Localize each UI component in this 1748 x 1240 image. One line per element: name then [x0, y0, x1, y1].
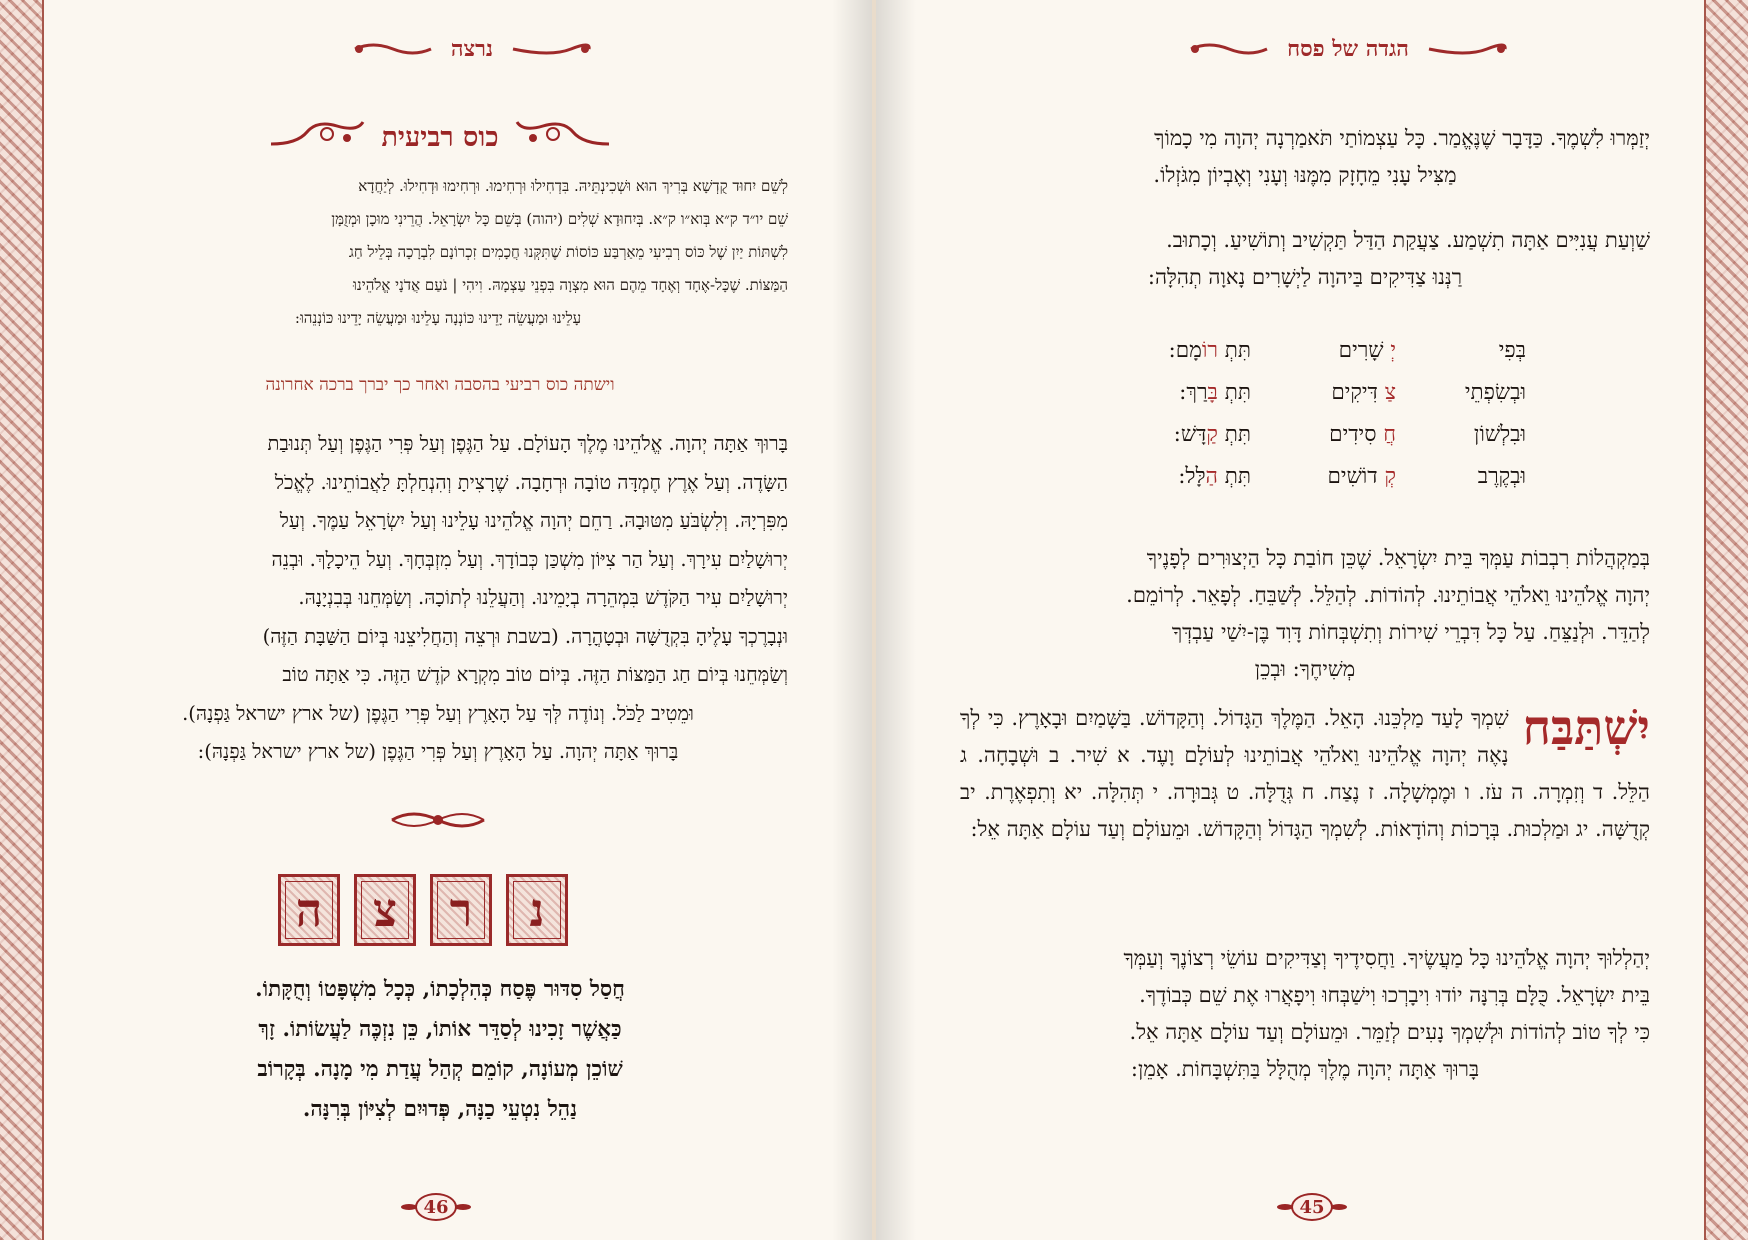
table-cell: וּבִלְשׁוֹן	[1473, 422, 1526, 447]
ornament-flourish-icon	[267, 118, 367, 157]
running-header-right	[1138, 36, 1558, 62]
ornament-swirl-icon	[353, 41, 433, 57]
acrostic-mark: רוֹ	[1201, 338, 1218, 363]
ornament-swirl-icon	[511, 41, 591, 57]
acrostic-mark: קְ	[1384, 464, 1396, 489]
blessing-line: יְרוּשָׁלַיִם עִירָךְ. וְעַל הַר צִיּוֹן מִשְׁכַּן כְּבוֹדָךְ. וְעַל מִזְבְּחָךְ. וְעַל הֵיכָלָךְ. וּבְנֵה	[271, 547, 788, 571]
nirtza-letter-box: צ	[354, 874, 416, 946]
paragraph-bemakhalot	[960, 540, 1650, 688]
blessing-line: וּמֵטִיב לַכֹּל. וְנוֹדֶה לְּךָ עַל הָאָרֶץ וְעַל פְּרִי הַגֶּפֶן (של ארץ ישראל גַּפְנָהּ).	[182, 701, 694, 725]
blessing-line: מִפִּרְיָהּ. וְלִשְׂבֹּעַ מִטּוּבָהּ. רַחֵם יְהוָה אֱלֹהֵינוּ עָלֵינוּ וְעַל יִשְׂרָאֵל עַמֶּךָ. וְעַל	[279, 509, 788, 532]
kavana-paragraph	[88, 170, 788, 335]
nirtza-letter-box: ר	[430, 874, 492, 946]
table-cell	[1131, 414, 1251, 456]
after-blessing-paragraph	[88, 425, 788, 772]
table-cell-text: תִּתְ	[1224, 380, 1251, 405]
acrostic-mark: חֲ	[1383, 422, 1396, 447]
text-line: רַנְּנוּ צַדִּיקִים בַּיהוָה לַיְשָׁרִים נָאוָה תְהִלָּה:	[1147, 265, 1463, 289]
text-line: יְזַמְּרוּ לִשְׁמֶךָ. כַּדָּבָר שֶׁנֶּאֱמַר. כָּל עַצְמוֹתַי תֹּאמַרְנָה יְהוָה מִי כָמוֹךָ	[1154, 126, 1650, 150]
table-cell-text: תִּתְ	[1224, 464, 1251, 489]
table-cell-text: דִּיקִים	[1331, 380, 1378, 405]
right-page-border	[1704, 0, 1748, 1240]
text-line: מַצִּיל עָנִי מֵחָזָק מִמֶּנּוּ וְעָנִי וְאֶבְיוֹן מִגֹּזְלוֹ.	[1153, 163, 1457, 187]
yishtabach-initial-word: יִשְׁתַּבַּח	[1522, 700, 1650, 756]
table-cell-text: לָּל:	[1178, 464, 1206, 489]
table-cell-text: תִּתְ	[1224, 422, 1251, 447]
running-header-left	[262, 36, 682, 62]
text-line: יְהַלְלוּךָ יְהוָה אֱלֹהֵינוּ כָּל מַעֲשֶׂיךָ. וַחֲסִידֶיךָ וְצַדִּיקִים עוֹשֵׂי רְצוֹנֶךָ וְעַמְּךָ	[1123, 946, 1650, 970]
table-cell: וּבְקֶרֶב	[1477, 464, 1526, 489]
table-cell-text: דוֹשִׁים	[1327, 464, 1378, 489]
table-cell: וּבְשִׂפְתֵי	[1464, 380, 1526, 405]
acrostic-mark: צַ	[1384, 380, 1396, 405]
acrostic-mark: הַ	[1205, 464, 1218, 489]
table-cell: בְּפִי	[1498, 338, 1526, 363]
running-header-text: הגדה של פסח	[1287, 36, 1409, 62]
table-cell-text: רַךְ:	[1179, 380, 1208, 405]
table-cell	[1251, 330, 1396, 372]
table-cell-text: סִידִים	[1329, 422, 1377, 447]
table-cell	[1131, 456, 1251, 498]
table-row	[1126, 456, 1526, 498]
table-cell	[1131, 372, 1251, 414]
running-header-text: נרצה	[450, 36, 494, 62]
yishtabach-text: שִׁמְךָ לָעַד מַלְכֵּנוּ. הָאֵל. הַמֶּלֶךְ הַגָּדוֹל. וְהַקָּדוֹשׁ. בַּשָּׁמַיִם וּבָאָרֶץ. כִּי לְךָ נָאֶה יְהוָה אֱלֹהֵינוּ וֵאלֹהֵי אֲבוֹתֵינוּ לְעוֹלָם וָעֶד. א שִׁיר. ב וּשְׁבָחָה. ג הַלֵּל. ד וְזִמְרָה. ה עֹז. ו וּמֶמְשָׁלָה. ז נֶצַח. ח גְּדֻלָּה. ט גְּבוּרָה. י תְּהִלָּה. יא וְתִפְאֶרֶת. יב קְדֻשָּׁה. יג וּמַלְכוּת. בְּרָכוֹת וְהוֹדָאוֹת. לְשִׁמְךָ הַגָּדוֹל וְהַקָּדוֹשׁ. וּמֵעוֹלָם וְעַד עוֹלָם אַתָּה אֵל:	[960, 706, 1650, 841]
kavana-line: לִשְׁתּוֹת יַיִן שֶׁל כּוֹס רְבִיעִי מֵאַרְבַּע כּוֹסוֹת שֶׁתִּקְּנוּ חֲכָמִים זִכְרוֹנָם לִבְרָכָה בְּלֵיל חַג	[348, 243, 788, 261]
acrostic-mark: קַ	[1206, 422, 1218, 447]
kavana-line: שֵׁם יו״ד ק״א בְּוא״ו ק״א. בְּיִחוּדָא שְׁלִים (יהוה) בְּשֵׁם כָּל יִשְׂרָאֵל. הֲרֵינִי מוּכָן וּמְזֻמָּן	[331, 210, 788, 228]
acrostic-mark: יְ	[1390, 338, 1396, 363]
blessing-line: וְשַׂמְּחֵנוּ בְּיוֹם חַג הַמַּצּוֹת הַזֶּה. בְּיוֹם טוֹב מִקְרָא קֹדֶשׁ הַזֶּה. כִּי אַתָּה טוֹב	[282, 663, 788, 686]
nirtza-line: חֲסַל סִדּוּר פֶּסַח כְּהִלְכָתוֹ, כְּכָל מִשְׁפָּטוֹ וְחֻקָּתוֹ.	[255, 977, 625, 1002]
blessing-line: בָּרוּךְ אַתָּה יְהוָה. עַל הָאָרֶץ וְעַל פְּרִי הַגֶּפֶן (של ארץ ישראל גַּפְנָהּ):	[197, 740, 679, 763]
acrostic-table	[1126, 330, 1526, 498]
text-line: שַׁוְעַת עֲנִיִּים אַתָּה תִשְׁמַע. צַעֲקַת הַדַּל תַּקְשִׁיב וְתוֹשִׁיעַ. וְכָתוּב.	[1166, 228, 1650, 252]
table-cell-text: דָּשׁ:	[1173, 422, 1207, 447]
page-number-text: 46	[423, 1196, 449, 1218]
text-line: מְשִׁיחֶךָ: וּבְכֵן	[1254, 657, 1356, 681]
table-cell	[1131, 330, 1251, 372]
left-page	[0, 0, 872, 1240]
nirtza-line: כַּאֲשֶׁר זָכִינוּ לְסַדֵּר אוֹתוֹ, כֵּן נִזְכֶּה לַעֲשׂוֹתוֹ. זָךְ	[258, 1017, 622, 1042]
ornament-swirl-icon	[1189, 41, 1269, 57]
blessing-line: וּנְבָרֶכְךָ עָלֶיהָ בִּקְדֻשָּׁה וּבְטָהֳרָה. (בשבת וּרְצֵה וְהַחֲלִיצֵנוּ בְּיוֹם הַשַּׁבָּת הַזֶּה)	[262, 624, 788, 648]
text-line: בְּמַקְהֲלוֹת רִבְבוֹת עַמְּךָ בֵּית יִשְׂרָאֵל. שֶׁכֵּן חוֹבַת כָּל הַיְצוּרִים לְפָנֶיךָ	[1146, 546, 1650, 570]
section-title: כוס רביעית	[381, 122, 499, 153]
blessing-line: בָּרוּךְ אַתָּה יְהוָה. אֱלֹהֵינוּ מֶלֶךְ הָעוֹלָם. עַל הַגֶּפֶן וְעַל פְּרִי הַגֶּפֶן וְעַל תְּנוּבַת	[267, 432, 788, 455]
kavana-line: לְשֵׁם יִחוּד קֻדְשָׁא בְּרִיךְ הוּא וּשְׁכִינְתֵּיהּ. בִּדְחִילוּ וּרְחִימוּ. וּרְחִימוּ וּדְחִילוּ. לְיַחֲדָא	[358, 177, 788, 195]
gutter-shadow	[876, 0, 916, 1240]
page-number-right	[1279, 1187, 1345, 1227]
page-number-text: 45	[1299, 1196, 1325, 1218]
text-line: יְהוָה אֱלֹהֵינוּ וֵאלֹהֵי אֲבוֹתֵינוּ. לְהוֹדוֹת. לְהַלֵּל. לְשַׁבֵּחַ. לְפָאֵר. לְרוֹמֵם.	[1126, 583, 1650, 607]
blessing-line: הַשָּׂדֶה. וְעַל אֶרֶץ חֶמְדָּה טוֹבָה וּרְחָבָה. שֶׁרָצִיתָ וְהִנְחַלְתָּ לַאֲבוֹתֵינוּ. לֶאֱכֹל	[274, 470, 788, 494]
table-row	[1126, 330, 1526, 372]
kavana-line: הַמַּצּוֹת. שֶׁכָּל-אֶחָד וְאֶחָד מֵהֶם הוּא מִצְוָה בִּפְנֵי עַצְמָהּ. וִיהִי | נֹעַם אֲדֹנָי אֱלֹהֵינוּ	[353, 276, 788, 294]
right-page	[876, 0, 1748, 1240]
left-page-border	[0, 0, 44, 1240]
text-line: לְהַדֵּר. וּלְנַצֵּחַ. עַל כָּל דִּבְרֵי שִׁירוֹת וְתִשְׁבְּחוֹת דָּוִד בֶּן-יִשַׁי עַבְדְּךָ	[1171, 620, 1650, 644]
page-number-left	[403, 1187, 469, 1227]
text-line: כִּי לְךָ טוֹב לְהוֹדוֹת וּלְשִׁמְךָ נָעִים לְזַמֵּר. וּמֵעוֹלָם וְעַד עוֹלָם אַתָּה אֵל.	[1129, 1020, 1650, 1044]
table-row	[1126, 414, 1526, 456]
divider-ornament-icon	[388, 806, 488, 838]
ornament-swirl-icon	[1427, 41, 1507, 57]
nirtza-letter-box: נ	[506, 874, 568, 946]
table-row	[1126, 372, 1526, 414]
nirtza-line: שׁוֹכֵן מְעוֹנָה, קוֹמֵם קְהַל עֲדַת מִי מָנָה. בְּקָרוֹב	[257, 1057, 623, 1082]
table-cell	[1251, 414, 1396, 456]
paragraph-yezamru	[960, 120, 1650, 194]
ornament-flourish-icon	[513, 118, 613, 157]
table-cell-text: תִּתְ	[1224, 338, 1251, 363]
instruction-text: וישתה כוס רביעי בהסבה ואחר כך יברך ברכה אחרונה	[265, 375, 615, 395]
nirtza-paragraph	[180, 970, 700, 1130]
blessing-line: יְרוּשָׁלַיִם עִיר הַקֹּדֶשׁ בִּמְהֵרָה בְיָמֵינוּ. וְהַעֲלֵנוּ לְתוֹכָהּ. וְשַׂמְּחֵנוּ בְּבִנְיָנָהּ.	[298, 586, 788, 609]
table-cell	[1251, 456, 1396, 498]
acrostic-mark: בָּ	[1207, 380, 1218, 405]
nirtza-line: נַהֵל נִטְעֵי כַנָּה, פְּדוּיִם לְצִיּוֹן בְּרִנָּה.	[302, 1097, 578, 1122]
paragraph-yehalelucha	[960, 940, 1650, 1088]
gutter-shadow	[832, 0, 872, 1240]
table-cell-text: שָׁרִים	[1338, 338, 1384, 363]
table-cell	[1251, 372, 1396, 414]
text-line: בָּרוּךְ אַתָּה יְהוָה מֶלֶךְ מְהֻלָּל בַּתִּשְׁבָּחוֹת. אָמֵן:	[1130, 1057, 1480, 1081]
section-title-banner	[250, 118, 630, 157]
paragraph-yishtabach	[960, 700, 1650, 848]
nirtza-letter-boxes	[278, 874, 568, 946]
kavana-line: עָלֵינוּ וּמַעֲשֵׂה יָדֵינוּ כּוֹנְנָה עָלֵינוּ וּמַעֲשֵׂה יָדֵינוּ כּוֹנְנֵהוּ:	[294, 309, 582, 327]
nirtza-letter-box: ה	[278, 874, 340, 946]
paragraph-shavat	[960, 222, 1650, 296]
text-line: בֵּית יִשְׂרָאֵל. כֻּלָּם בְּרִנָּה יוֹדוּ וִיבָרְכוּ וִישַׁבְּחוּ וִיפָאֲרוּ אֶת שֵׁם כְּבוֹדֶךָ.	[1139, 983, 1650, 1007]
table-cell-text: מָם:	[1168, 338, 1202, 363]
